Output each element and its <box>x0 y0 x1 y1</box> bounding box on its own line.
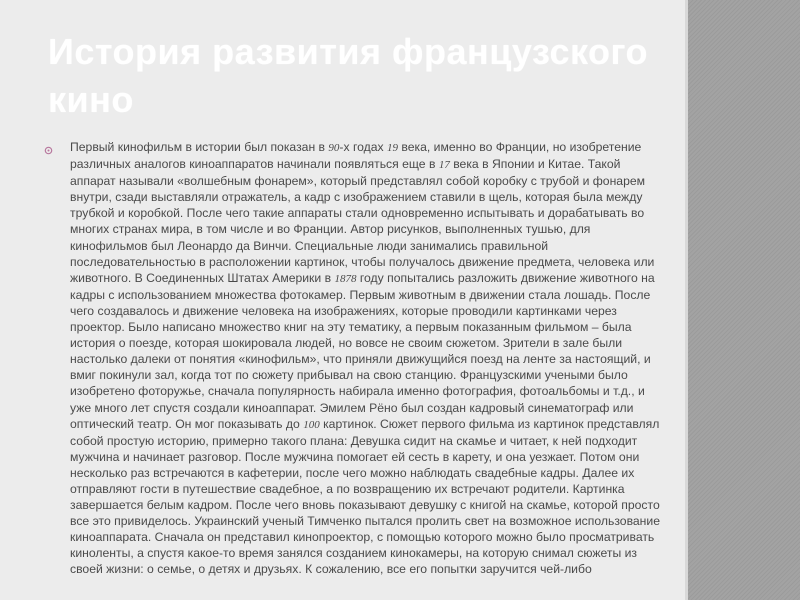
paragraph-number: 1878 <box>334 272 357 285</box>
paragraph-number: 17 <box>438 159 450 172</box>
paragraph-text: -х годах <box>339 140 388 154</box>
paragraph-number: 90 <box>328 142 340 154</box>
decorative-side-band <box>688 0 800 600</box>
circle-dot-icon <box>44 146 53 155</box>
paragraph-text: века в Японии и Китае. Такой аппарат называли «волшебным фонарем», который представлял собой коробку с трубой и фонарем внутри, сзади выставляли отражатель, а кадр с изображением ставили в щель, которая была между трубкой и коробкой. После чего такие аппараты стали одновременно испытывать и дорабатывать во многих странах мира, в том числе и во Франции. Автор рисунков, выполненных тушью, для кинофильмов был Леонардо да Винчи. Специальные люди занимались правильной последовательностью в расположении картинок, чтобы получалось движение предмета, человека или животного. В Соединенных Штатах Америки в <box>70 157 655 285</box>
slide-title: История развития французского кино <box>48 31 649 120</box>
body-paragraph <box>70 139 666 578</box>
paragraph-text: века, именно во Франции, но изобретение различных аналогов киноаппаратов начинали появляться еще в <box>70 140 642 172</box>
paragraph-number: 19 <box>387 142 399 154</box>
paragraph-text: Первый кинофильм в истории был показан в <box>70 140 329 154</box>
paragraph-text: году попытались разложить движение животного на кадры с использованием множества фотокамер. Первым животным в движении стала лошадь. После чего создавалось и движение человека на изображениях, которые проводили картинками через проектор. Было написано множество книг на эту тематику, а первым показанным фильмом – была история о поезде, которая шокировала людей, но вовсе не своим сюжетом. Зрители в зале были настолько далеки от понятия «кинофильм», что приняли движущийся поезд на ленте за настоящий, и вмиг покинули зал, когда тот по сюжету прибывал на свою станцию. Французскими учеными было изобретено фоторужье, сначала популярность набирала именно фотография, фотоальбомы и т.д., и уже много лет спустя создали киноаппарат. Эмилем Рёно был создан кадровый синематограф или оптический театр. Он мог показывать до <box>70 270 655 431</box>
paragraph-text: картинок. Сюжет первого фильма из картинок представлял собой простую историю, примерно такого плана: Девушка сидит на скамье и читает, к ней подходит мужчина и начинает разговор. После мужчина помогает ей сесть в карету, и она уезжает. Потом они несколько раз встречаются в кафетерии, после чего можно наблюдать свадебные кадры. Далее их отправляют гости в путешествие свадебное, а по возвращению их встречают родители. Картинка завершается белым кадром. После чего вновь показывают девушку с книгой на скамье, которой просто все это привиделось. Украинский ученый Тимченко пытался пролить свет на возможное использование киноаппарата. Сначала он представил кинопроектор, с помощью которого можно было просматривать киноленты, а спустя какое-то время занялся созданием кинокамеры, на которую снимал сюжеты из своей жизни: о семье, о детях и друзьях. К сожалению, все его попытки заручится чей-либо <box>70 416 661 577</box>
paragraph-number: 100 <box>303 418 320 431</box>
